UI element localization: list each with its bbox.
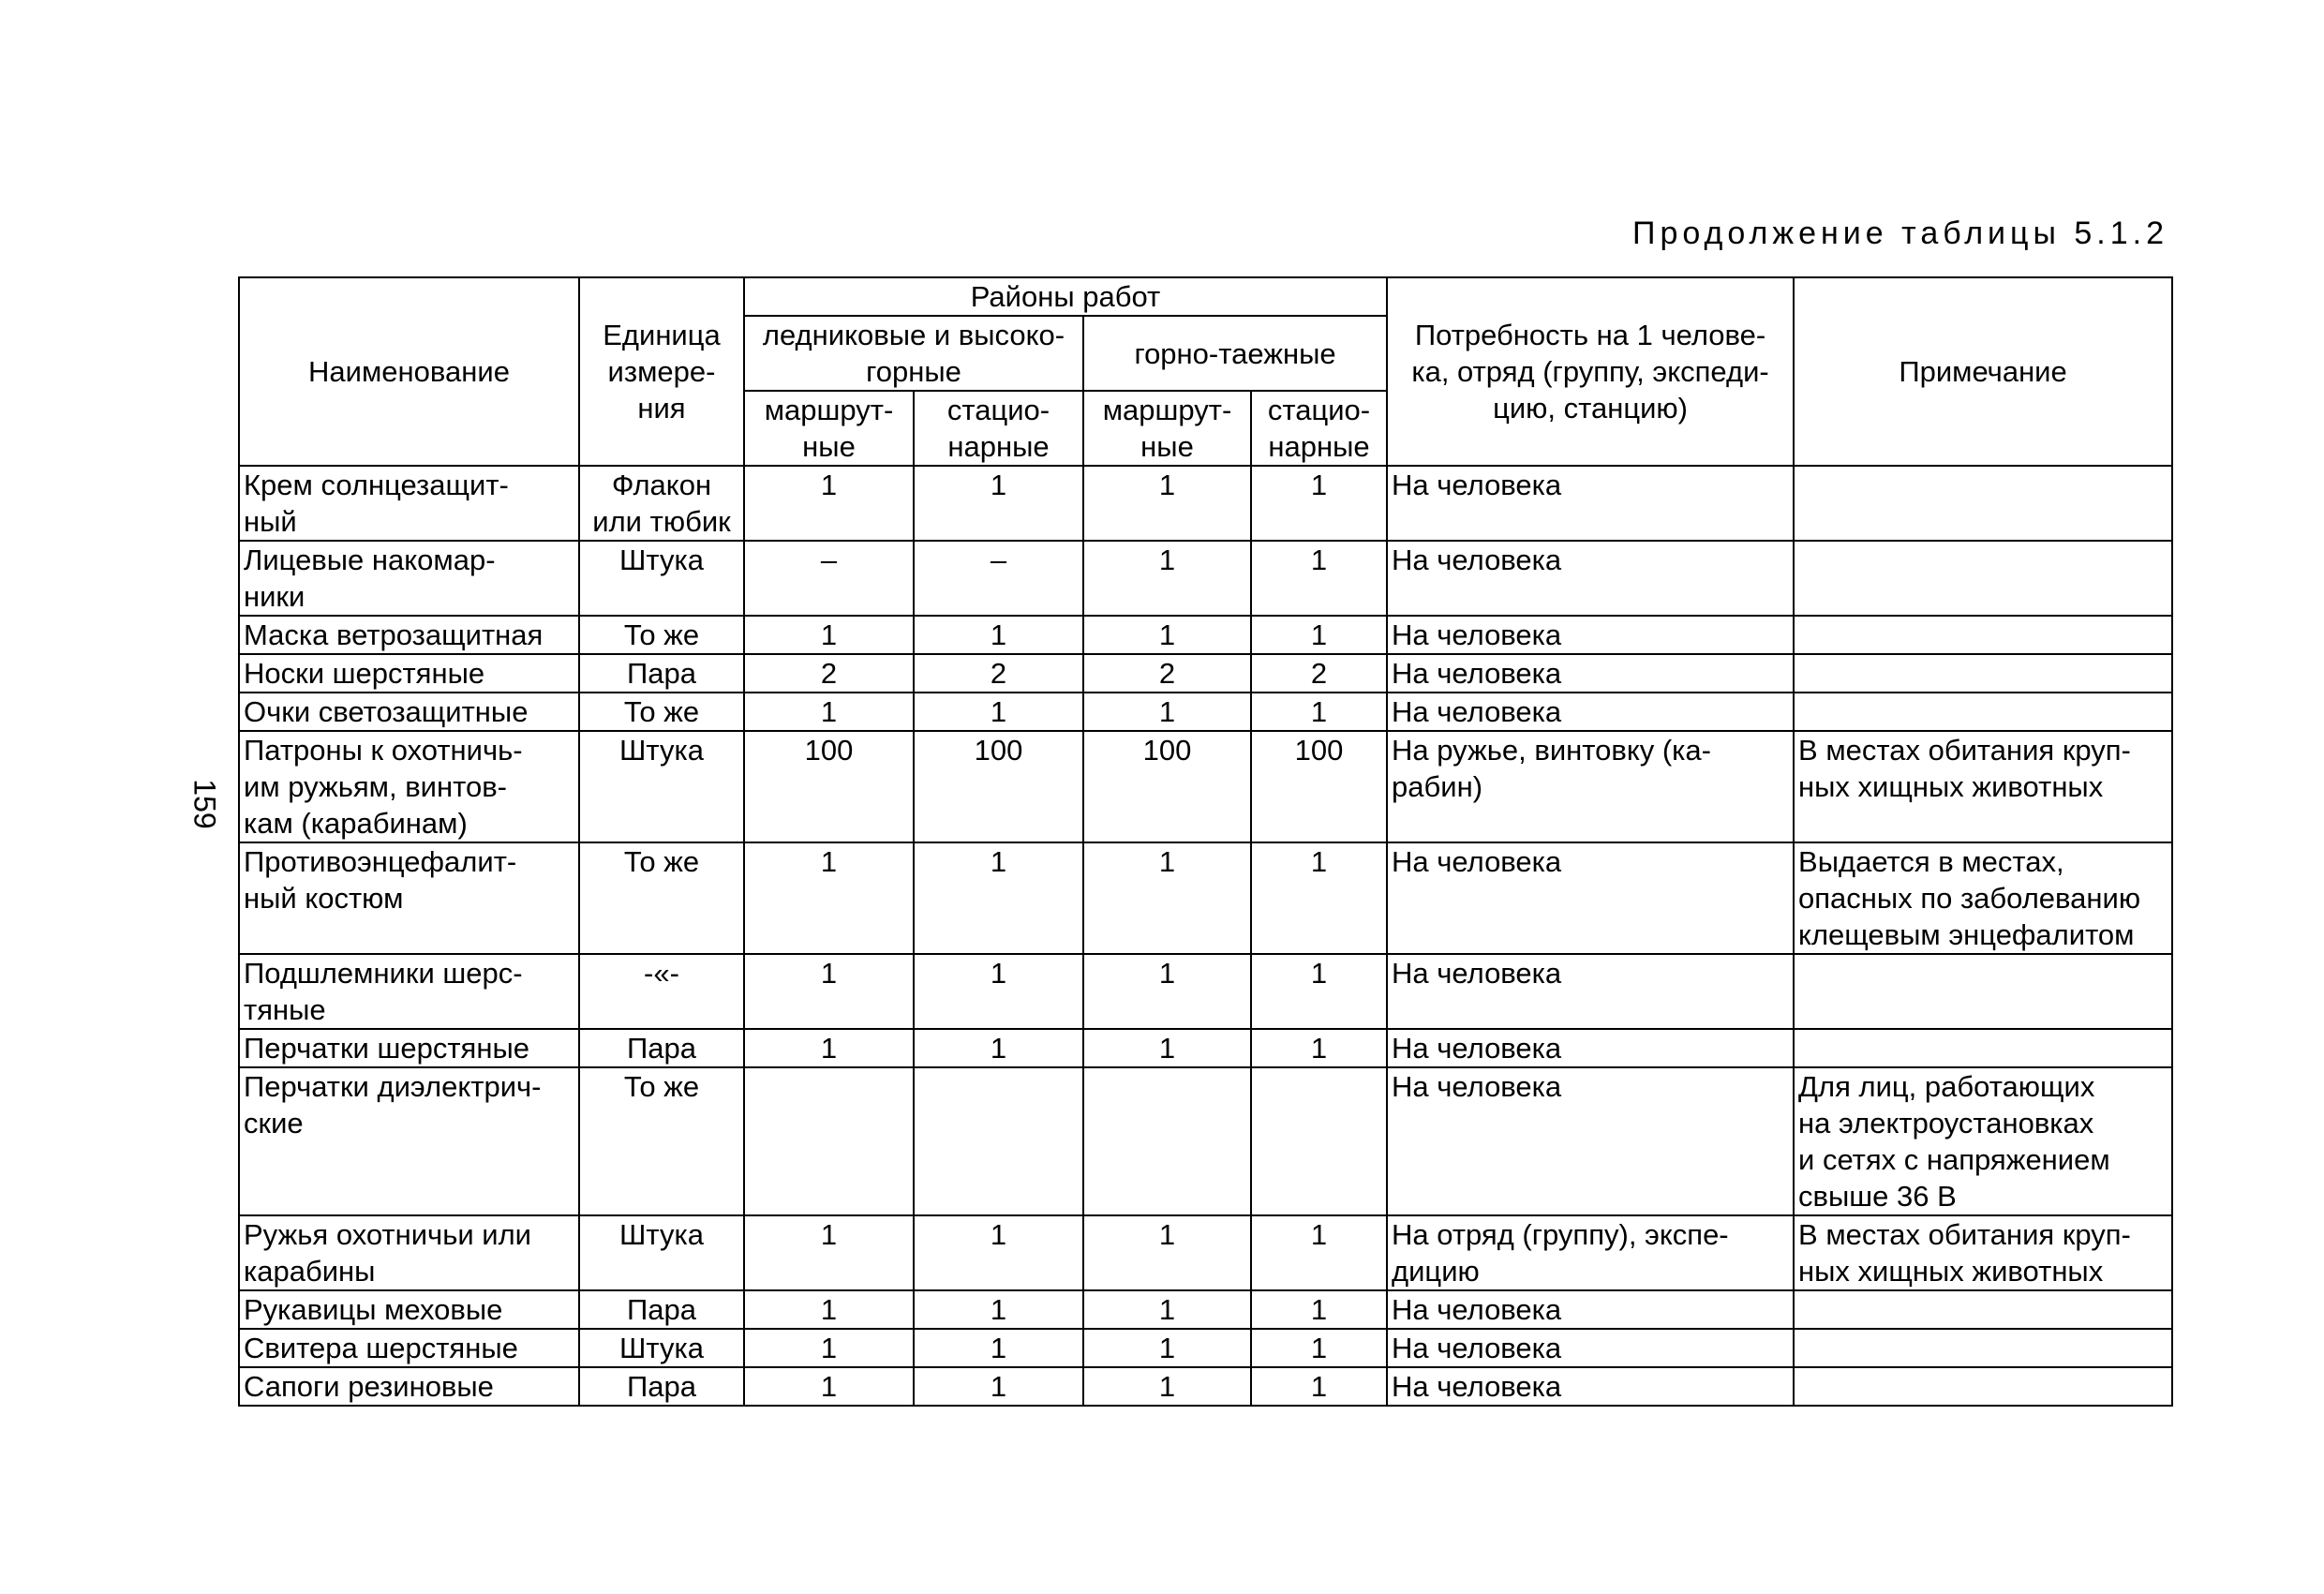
cell-route-taiga: 1 bbox=[1083, 1290, 1251, 1329]
cell-note bbox=[1794, 654, 2172, 693]
cell-station-glacier: 2 bbox=[914, 654, 1083, 693]
cell-station-taiga: 1 bbox=[1251, 1329, 1387, 1367]
cell-need: На человека bbox=[1387, 466, 1794, 541]
cell-need: На человека bbox=[1387, 1067, 1794, 1215]
cell-need: На человека bbox=[1387, 654, 1794, 693]
cell-route-taiga: 100 bbox=[1083, 731, 1251, 842]
cell-route-glacier: 1 bbox=[744, 1367, 914, 1406]
cell-need: На человека bbox=[1387, 616, 1794, 654]
table-row bbox=[239, 466, 2172, 541]
cell-route-glacier: 1 bbox=[744, 954, 914, 1029]
cell-unit: Пара bbox=[579, 1290, 744, 1329]
cell-route-taiga bbox=[1083, 1067, 1251, 1215]
table-row bbox=[239, 1290, 2172, 1329]
cell-need: На человека bbox=[1387, 541, 1794, 616]
cell-route-glacier: – bbox=[744, 541, 914, 616]
cell-route-taiga: 1 bbox=[1083, 1215, 1251, 1290]
cell-station-taiga: 1 bbox=[1251, 842, 1387, 954]
header-taiga-regions: горно-таежные bbox=[1083, 316, 1387, 391]
cell-need: На человека bbox=[1387, 954, 1794, 1029]
cell-station-glacier: 1 bbox=[914, 1329, 1083, 1367]
cell-station-taiga: 1 bbox=[1251, 954, 1387, 1029]
cell-route-glacier: 2 bbox=[744, 654, 914, 693]
header-unit: Единица измере- ния bbox=[579, 277, 744, 466]
cell-station-taiga: 1 bbox=[1251, 616, 1387, 654]
table-row bbox=[239, 954, 2172, 1029]
cell-unit: Штука bbox=[579, 1215, 744, 1290]
header-note: Примечание bbox=[1794, 277, 2172, 466]
cell-note bbox=[1794, 616, 2172, 654]
cell-note bbox=[1794, 693, 2172, 731]
cell-route-taiga: 1 bbox=[1083, 1367, 1251, 1406]
cell-route-taiga: 1 bbox=[1083, 954, 1251, 1029]
cell-unit: То же bbox=[579, 616, 744, 654]
table-row bbox=[239, 1029, 2172, 1067]
cell-station-taiga: 100 bbox=[1251, 731, 1387, 842]
cell-name: Лицевые накомар- ники bbox=[239, 541, 579, 616]
cell-need: На человека bbox=[1387, 842, 1794, 954]
cell-name: Сапоги резиновые bbox=[239, 1367, 579, 1406]
cell-note: Выдается в местах, опасных по заболеванию клещевым энцефалитом bbox=[1794, 842, 2172, 954]
cell-need: На человека bbox=[1387, 1329, 1794, 1367]
cell-unit: Штука bbox=[579, 1329, 744, 1367]
cell-unit: То же bbox=[579, 1067, 744, 1215]
cell-station-taiga: 1 bbox=[1251, 1367, 1387, 1406]
cell-name: Свитера шерстяные bbox=[239, 1329, 579, 1367]
cell-station-taiga: 1 bbox=[1251, 1290, 1387, 1329]
cell-route-glacier: 1 bbox=[744, 842, 914, 954]
equipment-table bbox=[238, 276, 2173, 1407]
cell-need: На человека bbox=[1387, 1290, 1794, 1329]
cell-route-taiga: 1 bbox=[1083, 693, 1251, 731]
cell-note bbox=[1794, 541, 2172, 616]
table-row bbox=[239, 1367, 2172, 1406]
cell-station-glacier: 1 bbox=[914, 1367, 1083, 1406]
cell-station-taiga: 1 bbox=[1251, 1029, 1387, 1067]
cell-name: Патроны к охотничь- им ружьям, винтов- кам (карабинам) bbox=[239, 731, 579, 842]
cell-station-glacier: 1 bbox=[914, 1290, 1083, 1329]
cell-name: Очки светозащитные bbox=[239, 693, 579, 731]
cell-route-glacier: 1 bbox=[744, 1290, 914, 1329]
cell-station-taiga: 1 bbox=[1251, 1215, 1387, 1290]
cell-station-glacier: 1 bbox=[914, 954, 1083, 1029]
table-row bbox=[239, 693, 2172, 731]
cell-route-glacier: 1 bbox=[744, 466, 914, 541]
cell-route-taiga: 1 bbox=[1083, 541, 1251, 616]
cell-name: Крем солнцезащит- ный bbox=[239, 466, 579, 541]
cell-unit: -«- bbox=[579, 954, 744, 1029]
cell-station-glacier: 1 bbox=[914, 616, 1083, 654]
cell-route-taiga: 1 bbox=[1083, 1329, 1251, 1367]
cell-station-glacier: 100 bbox=[914, 731, 1083, 842]
cell-route-glacier: 1 bbox=[744, 1329, 914, 1367]
cell-note bbox=[1794, 1329, 2172, 1367]
table-row bbox=[239, 541, 2172, 616]
cell-need: На отряд (группу), экспе- дицию bbox=[1387, 1215, 1794, 1290]
cell-unit: Штука bbox=[579, 731, 744, 842]
table-row bbox=[239, 842, 2172, 954]
header-route-glacier: маршрут- ные bbox=[744, 391, 914, 466]
cell-note bbox=[1794, 1290, 2172, 1329]
cell-station-taiga: 1 bbox=[1251, 541, 1387, 616]
cell-name: Ружья охотничьи или карабины bbox=[239, 1215, 579, 1290]
cell-route-glacier: 1 bbox=[744, 693, 914, 731]
cell-note: В местах обитания круп- ных хищных животных bbox=[1794, 1215, 2172, 1290]
cell-name: Маска ветрозащитная bbox=[239, 616, 579, 654]
cell-note bbox=[1794, 954, 2172, 1029]
cell-station-taiga: 1 bbox=[1251, 466, 1387, 541]
cell-unit: То же bbox=[579, 693, 744, 731]
cell-name: Рукавицы меховые bbox=[239, 1290, 579, 1329]
cell-name: Перчатки диэлектрич- ские bbox=[239, 1067, 579, 1215]
header-need: Потребность на 1 челове- ка, отряд (группу, экспеди- цию, станцию) bbox=[1387, 277, 1794, 466]
cell-station-glacier: 1 bbox=[914, 466, 1083, 541]
table-row bbox=[239, 654, 2172, 693]
cell-need: На человека bbox=[1387, 1029, 1794, 1067]
table-caption: Продолжение таблицы 5.1.2 bbox=[1632, 216, 2168, 251]
cell-route-glacier: 1 bbox=[744, 1215, 914, 1290]
header-name: Наименование bbox=[239, 277, 579, 466]
cell-route-taiga: 2 bbox=[1083, 654, 1251, 693]
cell-unit: Флакон или тюбик bbox=[579, 466, 744, 541]
table-row bbox=[239, 1067, 2172, 1215]
cell-route-taiga: 1 bbox=[1083, 842, 1251, 954]
cell-name: Носки шерстяные bbox=[239, 654, 579, 693]
cell-route-glacier: 1 bbox=[744, 616, 914, 654]
cell-station-taiga: 1 bbox=[1251, 693, 1387, 731]
cell-name: Перчатки шерстяные bbox=[239, 1029, 579, 1067]
cell-note: Для лиц, работающих на электроустановках и сетях с напряжением свыше 36 В bbox=[1794, 1067, 2172, 1215]
header-regions: Районы работ bbox=[744, 277, 1387, 316]
cell-station-glacier: – bbox=[914, 541, 1083, 616]
cell-station-taiga: 2 bbox=[1251, 654, 1387, 693]
cell-station-glacier: 1 bbox=[914, 693, 1083, 731]
table-row bbox=[239, 1329, 2172, 1367]
page-number: 159 bbox=[187, 779, 222, 829]
cell-need: На ружье, винтовку (ка- рабин) bbox=[1387, 731, 1794, 842]
cell-note: В местах обитания круп- ных хищных животных bbox=[1794, 731, 2172, 842]
cell-route-glacier bbox=[744, 1067, 914, 1215]
cell-route-taiga: 1 bbox=[1083, 616, 1251, 654]
cell-name: Противоэнцефалит- ный костюм bbox=[239, 842, 579, 954]
header-station-taiga: стацио- нарные bbox=[1251, 391, 1387, 466]
cell-unit: Пара bbox=[579, 654, 744, 693]
cell-station-glacier bbox=[914, 1067, 1083, 1215]
cell-station-taiga bbox=[1251, 1067, 1387, 1215]
cell-route-taiga: 1 bbox=[1083, 1029, 1251, 1067]
cell-unit: То же bbox=[579, 842, 744, 954]
cell-note bbox=[1794, 1029, 2172, 1067]
table-row bbox=[239, 616, 2172, 654]
cell-station-glacier: 1 bbox=[914, 842, 1083, 954]
cell-unit: Пара bbox=[579, 1029, 744, 1067]
header-station-glacier: стацио- нарные bbox=[914, 391, 1083, 466]
cell-unit: Пара bbox=[579, 1367, 744, 1406]
cell-route-taiga: 1 bbox=[1083, 466, 1251, 541]
cell-station-glacier: 1 bbox=[914, 1215, 1083, 1290]
table-row bbox=[239, 1215, 2172, 1290]
header-route-taiga: маршрут- ные bbox=[1083, 391, 1251, 466]
cell-need: На человека bbox=[1387, 693, 1794, 731]
cell-name: Подшлемники шерс- тяные bbox=[239, 954, 579, 1029]
cell-note bbox=[1794, 1367, 2172, 1406]
cell-note bbox=[1794, 466, 2172, 541]
cell-need: На человека bbox=[1387, 1367, 1794, 1406]
cell-station-glacier: 1 bbox=[914, 1029, 1083, 1067]
table-row bbox=[239, 731, 2172, 842]
cell-unit: Штука bbox=[579, 541, 744, 616]
header-glacier-regions: ледниковые и высоко- горные bbox=[744, 316, 1083, 391]
cell-route-glacier: 1 bbox=[744, 1029, 914, 1067]
cell-route-glacier: 100 bbox=[744, 731, 914, 842]
